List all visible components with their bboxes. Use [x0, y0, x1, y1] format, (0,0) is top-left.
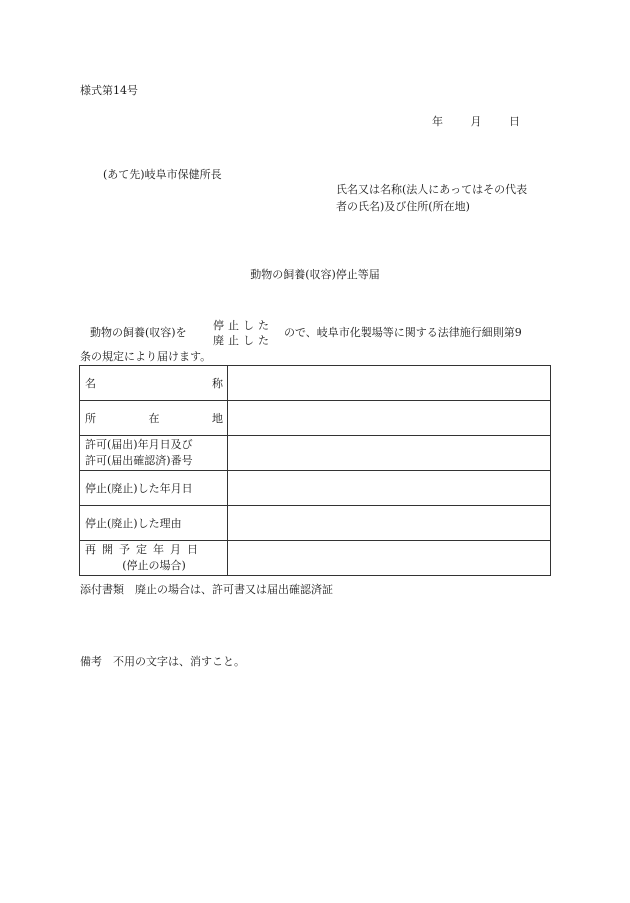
row-label-resume-date: [80, 541, 228, 576]
date-day: 日: [509, 115, 520, 128]
date-line: [432, 113, 520, 129]
table-row: [80, 471, 551, 506]
date-year: 年: [432, 115, 443, 128]
value-stop-reason-field[interactable]: [228, 506, 551, 541]
label-char: 所: [85, 412, 96, 425]
value-location-field[interactable]: [228, 401, 551, 436]
applicant-label: 氏名又は名称(法人にあってはその代表者の氏名)及び住所(所在地): [336, 183, 528, 213]
value-stop-date-field[interactable]: [228, 471, 551, 506]
label-char: 在: [148, 412, 160, 425]
label-line: 許可(届出)年月日及び: [85, 438, 193, 451]
document-title: 動物の飼養(収容)停止等届: [250, 268, 380, 281]
label-line: 許可(届出確認済)番号: [85, 454, 193, 467]
remarks-note: 備考 不用の文字は、消すこと。: [80, 655, 245, 668]
addressee: (あて先)岐阜市保健所長: [103, 168, 222, 181]
body-lead: 動物の飼養(収容)を: [90, 326, 187, 339]
row-label-name: [80, 366, 228, 401]
date-month: 月: [470, 115, 482, 128]
row-label-stop-reason: 停止(廃止)した理由: [80, 506, 228, 541]
label-char: 名: [85, 377, 96, 390]
table-row: [80, 436, 551, 471]
label-line: 再開予定年月日: [85, 543, 204, 556]
value-resume-date-field[interactable]: [228, 541, 551, 576]
table-row: [80, 541, 551, 576]
label-char: 称: [212, 377, 223, 390]
form-number: 様式第14号: [80, 84, 138, 97]
table-row: [80, 401, 551, 436]
table-row: [80, 366, 551, 401]
value-permit-field[interactable]: [228, 436, 551, 471]
row-label-permit: [80, 436, 228, 471]
body-cont: 条の規定により届けます。: [80, 350, 212, 363]
info-table: [79, 365, 551, 576]
choice-stop: 停止した: [213, 319, 273, 332]
label-char: 地: [212, 412, 223, 425]
table-row: [80, 506, 551, 541]
row-label-stop-date: 停止(廃止)した年月日: [80, 471, 228, 506]
choice-abolish: 廃止した: [213, 334, 273, 347]
row-label-location: [80, 401, 228, 436]
label-line: (停止の場合): [122, 559, 186, 572]
attachment-note: 添付書類 廃止の場合は、許可書又は届出確認済証: [80, 583, 333, 596]
value-name-field[interactable]: [228, 366, 551, 401]
body-mid: ので、岐阜市化製場等に関する法律施行細則第9: [284, 326, 522, 339]
